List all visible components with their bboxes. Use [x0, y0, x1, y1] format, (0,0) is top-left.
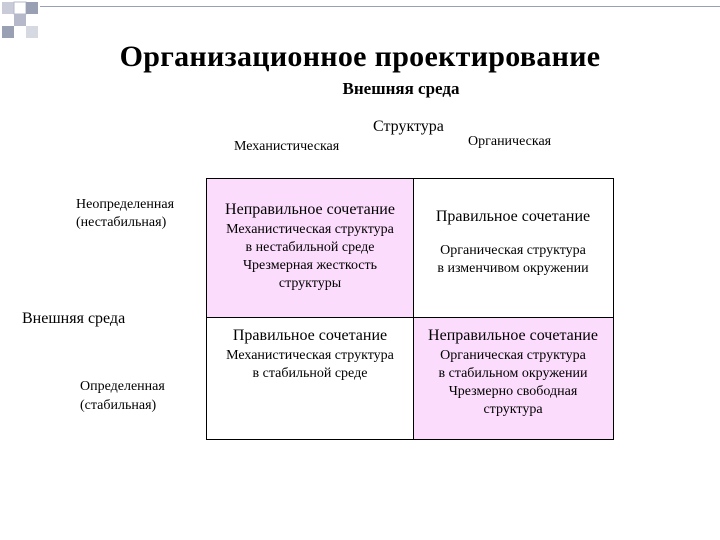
structure-axis-label: Структура — [373, 118, 444, 135]
environment-axis-label: Внешняя среда — [22, 310, 126, 327]
cell-stable-organic — [413, 317, 613, 439]
cell-text: Механистическая структура в нестабильной среде Чрезмерная жесткость структуры — [226, 222, 394, 291]
organic-column-label: Органическая — [468, 134, 552, 149]
cell-unstable-organic — [413, 179, 613, 317]
cell-text: Механистическая структура в стабильной среде — [226, 348, 394, 381]
grid-divider-horizontal — [207, 317, 613, 318]
grid-divider-vertical — [413, 179, 414, 439]
mechanistic-column-label: Механистическая — [234, 139, 340, 154]
cell-heading: Неправильное сочетание — [225, 201, 395, 218]
unstable-row-label: Неопределенная (нестабильная) — [76, 197, 175, 230]
cell-text: Органическая структура в стабильном окружении Чрезмерно свободная структура — [438, 348, 588, 417]
cell-text: Органическая структура в изменчивом окружении — [437, 243, 589, 276]
page-subtitle: Внешняя среда — [342, 79, 460, 98]
cell-unstable-mechanistic — [207, 179, 413, 317]
cell-heading: Неправильное сочетание — [428, 327, 598, 344]
cell-heading: Правильное сочетание — [232, 327, 388, 344]
stable-row-label: Определенная (стабильная) — [80, 379, 165, 413]
header-rule — [40, 6, 720, 7]
cell-heading: Правильное сочетание — [435, 208, 591, 225]
matrix-grid — [206, 178, 614, 440]
page-title: Организационное проектирование — [119, 40, 601, 73]
cell-stable-mechanistic — [207, 317, 413, 439]
